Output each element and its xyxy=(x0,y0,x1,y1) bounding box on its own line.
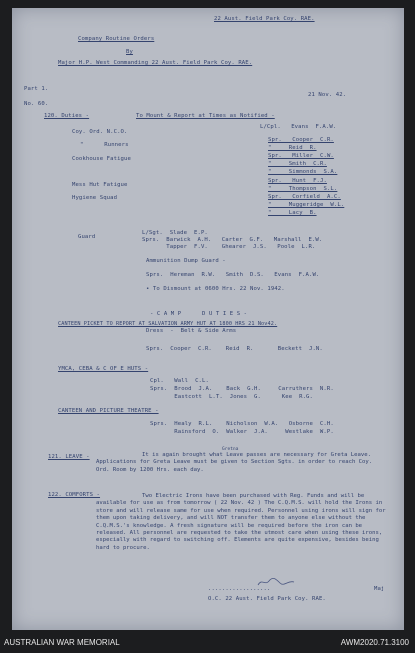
duty-label: Hygiene Squad xyxy=(72,195,118,201)
duty-names: " Smith C.R. xyxy=(268,161,327,167)
item-121-text: It is again brought what Leave passes are necessary for Greta Leave. Applications for Greta Leave must be given to Section Sgts. in order to reach Coy. Ord. Room by 1200 Hrs. each day. xyxy=(96,452,373,473)
item-122-text: Two Electric Irons have been purchased with Reg. Funds and will be available for use as from tomorrow ( 22 Nov. 42 ) The C.Q.M.S. will hold the Irons in store and will release same for use when required. Personnel using irons will sign for them upon taking delivery, and will NOT transfer them to anyone else without the C.Q.M.S.'s knowledge. A fresh signature will be required before the iron can be released. All personnel are requested to take the utmost care when using these irons, especially with regard to switching off. Elements are quite expensive, besides being hard to procure. xyxy=(96,493,386,551)
canteen-names: Sprs. Cooper C.R. Reid R. Beckett J.N. xyxy=(146,346,323,352)
footer-bar xyxy=(0,632,415,653)
item-120-heading: 120. Duties - xyxy=(44,113,90,119)
dress-line: Dress - Belt & Side Arms xyxy=(146,328,237,334)
duty-names: " Reid R. xyxy=(268,145,317,151)
theatre-line: Rainsford O. Walker J.A. Westlake W.P. xyxy=(150,429,334,435)
duty-names: " Muggeridge W.L. xyxy=(268,202,345,208)
ymca-line: Cpl. Wall C.L. xyxy=(150,378,209,384)
duty-names: " Lacy B. xyxy=(268,210,317,216)
signature-rank: Maj xyxy=(374,586,385,592)
canteen-picket-line: CANTEEN PICKET TO REPORT AT SALVATION ARMY HUT AT 1800 HRS 21 Nov42. xyxy=(58,321,278,327)
document-title: Company Routine Orders xyxy=(78,36,155,42)
commander-line: Major H.P. West Commanding 22 Aust. Field Park Coy. RAE. xyxy=(58,60,253,66)
theatre-heading: CANTEEN AND PICTURE THEATRE - xyxy=(58,408,159,414)
by-line: By xyxy=(126,49,133,55)
order-number: No. 60. xyxy=(24,101,49,107)
guard-label: Guard xyxy=(78,234,96,240)
dump-guard-names: Sprs. Hereman R.W. Smith D.S. Evans F.A.W. xyxy=(146,272,320,278)
item-121-heading: 121. LEAVE - xyxy=(48,454,90,460)
camp-duties-heading: - C A M P D U T I E S - xyxy=(150,311,248,317)
guard-line: L/Sgt. Slade E.P. xyxy=(142,230,208,236)
guard-line: Sprs. Barwick A.H. Carter G.F. Marshall E.W. xyxy=(142,237,323,243)
handwritten-insert: Gretna xyxy=(222,447,239,452)
duty-label: Mess Hut Fatigue xyxy=(72,182,128,188)
duty-names: Spr. Cooper C.R. xyxy=(268,137,334,143)
guard-line: Tapper F.V. Ghearer J.S. Poole L.R. xyxy=(142,244,316,250)
signature-dots: .................. xyxy=(208,586,271,592)
duty-label: Coy. Ord. N.C.O. xyxy=(72,129,128,135)
document-page xyxy=(12,8,404,630)
duty-names: " Simmonds S.A. xyxy=(268,169,338,175)
duty-names: L/Cpl. Evans F.A.W. xyxy=(260,124,337,130)
ymca-line: Sprs. Brood J.A. Back G.H. Carruthers N.R. xyxy=(150,386,334,392)
item-122-heading: 122. COMFORTS - xyxy=(48,492,101,498)
unit-header: 22 Aust. Field Park Coy. RAE. xyxy=(214,16,315,22)
dismount-line: • To Dismount at 0600 Hrs. 22 Nov. 1942. xyxy=(146,286,285,292)
duty-names: Spr. Hunt F.J. xyxy=(268,178,327,184)
ymca-heading: YMCA, CEBA & C OF E HUTS - xyxy=(58,366,149,372)
item-120-subheading: To Mount & Report at Times as Notified - xyxy=(136,113,275,119)
signature-unit: O.C. 22 Aust. Field Park Coy. RAE. xyxy=(208,596,326,602)
dump-guard-heading: Ammunition Dump Guard - xyxy=(146,258,226,264)
order-date: 21 Nov. 42. xyxy=(308,92,347,98)
duty-label: " Runners xyxy=(80,142,129,148)
duty-label: Cookhouse Fatigue xyxy=(72,156,131,162)
theatre-line: Sprs. Healy R.L. Nicholson W.A. Osborne C.H. xyxy=(150,421,334,427)
duty-names: " Thompson S.L. xyxy=(268,186,338,192)
ymca-line: Eastcott L.T. Jones G. Kee R.G. xyxy=(150,394,313,400)
footer-accession: AWM2020.71.3100 xyxy=(340,638,409,647)
duty-names: Spr. Corfield A.C. xyxy=(268,194,341,200)
duty-names: Spr. Miller C.W. xyxy=(268,153,334,159)
footer-institution: AUSTRALIAN WAR MEMORIAL xyxy=(4,638,120,647)
part-number: Part 1. xyxy=(24,86,49,92)
